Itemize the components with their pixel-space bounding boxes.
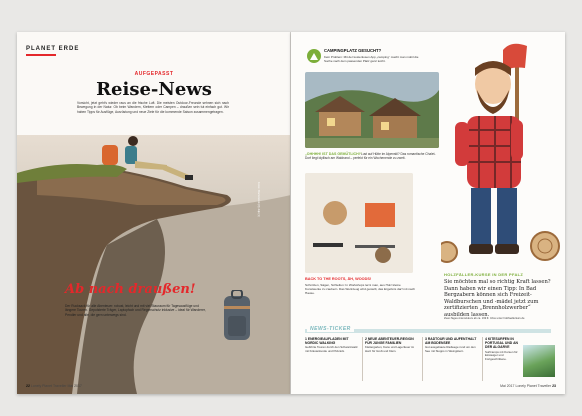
- chalet-heading: „OHHHH! IST DAS GEMÜTLICH!“: [305, 152, 362, 156]
- tent-icon: [307, 49, 321, 63]
- issue-date: Mai 2017: [67, 384, 82, 388]
- news-ticker-label: NEWS-TICKER: [307, 326, 354, 332]
- section-label: AUFGEPASST: [134, 71, 174, 77]
- box-text: Der Rucksack für alle Abenteuer: robust, leicht und mit viel Stauraum für Tagesausflüge und längere Touren. Gepolsterte Träger, Laptopfach und Regenschutz inklusive – ideal für Wanderer, Pendler und alle, die gern unterwegs sind.: [65, 304, 206, 317]
- camping-text: Kein Problem: Mit der kostenlosen App „camping“ macht man mobil die Suche nach dem passenden Platz ganz leicht.: [324, 55, 419, 63]
- chalet-photo: [305, 72, 439, 148]
- tent-glyph: [307, 49, 321, 63]
- left-page: [17, 32, 291, 394]
- section-kicker: PLANET ERDE: [26, 46, 80, 52]
- right-folio: [500, 384, 556, 388]
- page-title: Reise-News: [96, 79, 212, 100]
- lumberjack-text: Sie möchten mal so richtig Kraft lassen? Dann haben wir einen Tipp: In Bad Bergzabern können sich Freizeit-Waldburschen und -mädel jetzt zum zertifizierten „Brennholzwerber“ ausbilden lassen.: [444, 279, 551, 318]
- ticker-item-heading: 4 KITESURFEN IN PORTUGAL UND AN DER ALGARVE: [485, 337, 518, 350]
- ticker-divider: [422, 337, 423, 381]
- magazine-name: Lonely Planet Traveller: [515, 384, 552, 388]
- kicker-underline: [26, 54, 56, 56]
- left-folio: [26, 384, 82, 388]
- ticker-item: [425, 337, 479, 354]
- ticker-divider: [362, 337, 363, 381]
- ticker-item-text: Klettergarten, Kanu und Lagerfeuer im Harz für Groß und Klein.: [365, 345, 415, 354]
- ticker-item: [365, 337, 419, 354]
- ticker-item: [305, 337, 359, 354]
- cliff-scene-illustration: [17, 135, 291, 394]
- woods-heading: BACK TO THE ROOTS, ÄH, WOODS!: [305, 277, 372, 281]
- chalet-illustration: [305, 72, 439, 148]
- box-title: Ab nach draußen!: [65, 282, 196, 297]
- page-number: 22: [26, 384, 30, 388]
- ticker-item-text: Gut ausgebaute Radwege rund um den See mit Stopps in Weingütern.: [425, 345, 476, 354]
- ticker-item-heading: 3 RADTOUR UND AUFENTHALT AM BODENSEE: [425, 337, 477, 346]
- ticker-item-heading: 2 NEUE ABENTEUER-REGION FÜR JUNGE FAMILIEN: [365, 337, 414, 346]
- camping-heading: CAMPINGPLATZ GESUCHT?: [324, 48, 382, 53]
- woodcraft-illustration: [305, 173, 413, 273]
- coast-photo: [523, 345, 555, 377]
- page-number: 23: [552, 384, 556, 388]
- backpack-icon: [221, 290, 253, 342]
- cliff-photo: [17, 135, 291, 394]
- magazine-name: Lonely Planet Traveller: [30, 384, 67, 388]
- ticker-divider: [482, 337, 483, 381]
- ticker-item-text: Geführte Touren durch den Schwarzwald mit Kräuterkunde und Picknick.: [305, 345, 358, 354]
- lumberjack-note: Zwei-Tages-Intensivkurs ab ca. 199 €. Infos unter holzfaellerkurs.de: [444, 317, 525, 320]
- right-page: [291, 32, 565, 394]
- ticker-item-heading: 1 ENERGIEAUFLADEN MIT NORDIC WALKING: [305, 337, 349, 346]
- intro-text: Vorsicht, jetzt geht's wieder raus an die frische Luft. Die meisten Outdoor-Freunde sehnen sich nach Bewegung in der Natur. Ob beim Wandern, Klettern oder Campen – draußen sein tut einfach gut. Wir haben Tipps für Ausflüge, Ausrüstung und neue Ziele für die kommende Saison zusammengetragen.: [77, 101, 229, 114]
- chalet-text: Lust auf Hütte im Alpenstil? Das romantische Chalet-Dorf liegt idyllisch am Waldrand – perfekt für ein Wochenende zu zweit.: [305, 152, 436, 161]
- lumberjack-illustration: [441, 38, 561, 270]
- issue-date: Mai 2017: [500, 384, 515, 388]
- ticker-item: [485, 337, 521, 362]
- woodcraft-photo: [305, 173, 413, 273]
- lumberjack-heading: HOLZFÄLLER-KURSE IN DER PFALZ: [444, 272, 524, 277]
- woods-text: Schnitzen, Sägen, Schleifen: In Workshops lernt man, aus Holz kleine Kunstwerke zu zaubern. Das Werkzeug wird gestellt, das Ergebnis darf mit nach Hause.: [305, 283, 415, 295]
- photo-credit: Fotos: Shutterstock (3); ddp (1): [257, 182, 260, 217]
- ticker-item-text: Surfcamps mit Kursen für Einsteiger und Fortgeschrittene.: [485, 349, 518, 362]
